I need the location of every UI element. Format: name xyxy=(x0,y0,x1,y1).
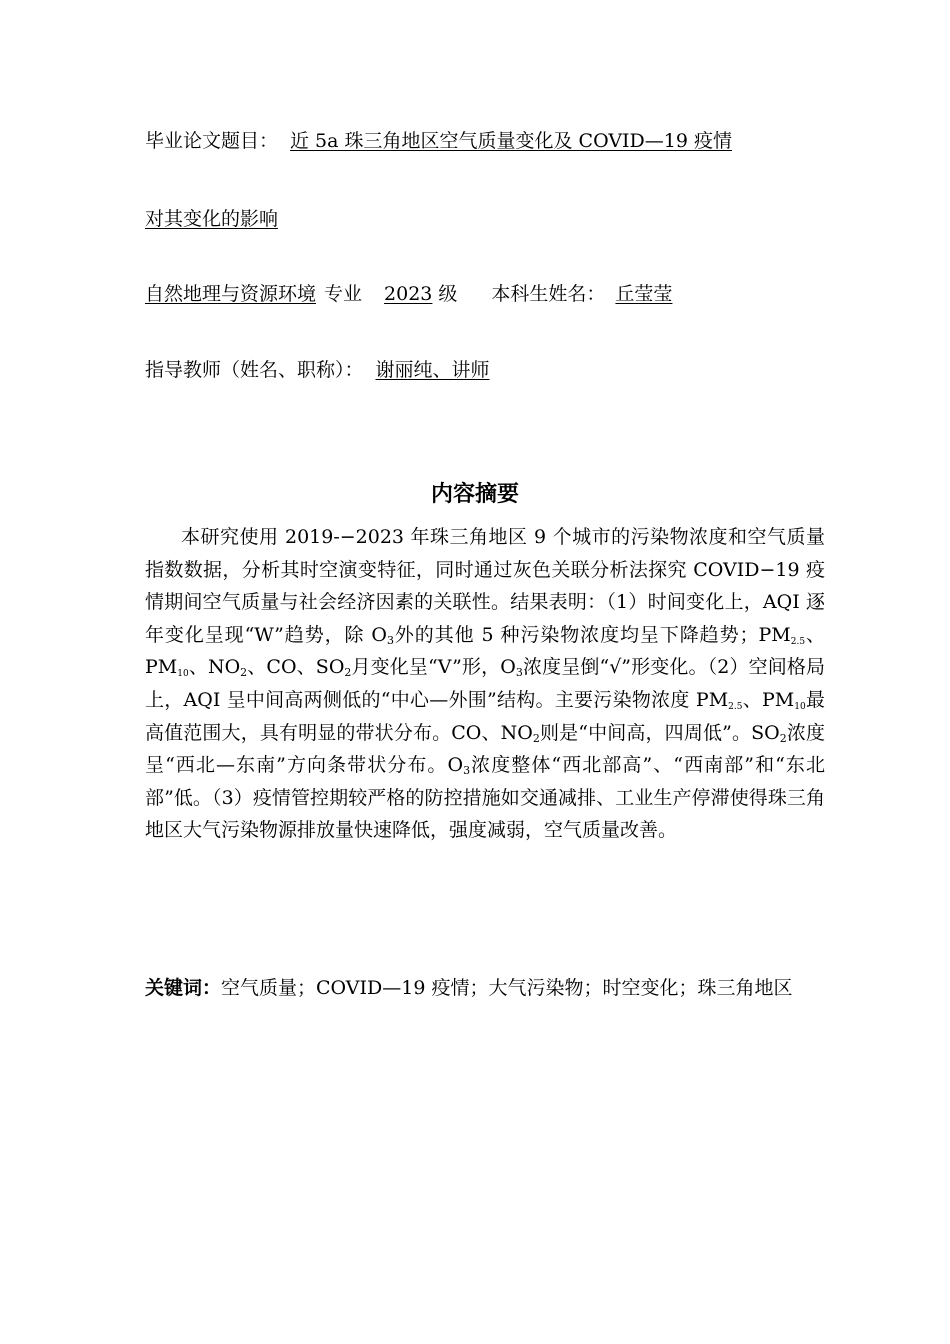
subscript: 2 xyxy=(344,666,352,680)
advisor-value: 谢丽纯、讲师 xyxy=(375,359,490,381)
keywords-section xyxy=(145,962,805,1014)
subscript: 3 xyxy=(515,666,523,680)
advisor-label: 指导教师（姓名、职称）： xyxy=(145,359,364,381)
subscript: 10 xyxy=(177,669,189,680)
student-name-label: 本科生姓名： xyxy=(491,283,606,305)
student-info-line xyxy=(145,282,682,306)
subscript: 2 xyxy=(779,731,787,745)
abstract-paragraph: 本研究使用 2019-−2023 年珠三角地区 9 个城市的污染物浓度和空气质量指数数据，分析其时空演变特征，同时通过灰色关联分析法探究 COVID−19 疫情期间空气质量与社会经济因素的关联性。结果表明：（1）时间变化上，AQI 逐年变化呈现“W”趋势，除 $O_3$外的其他 5 种污染物浓度均呈下降趋势；$PM_{2.5}$、$PM_{10}$、$NO_2$、CO、$SO_2$月变化呈“V”形，$O_3$浓度呈倒“√”形变化。（2）空间格局上，AQI 呈中间高两侧低的“中心—外围”结构。主要污染物浓度 $PM_{2.5}$、$PM_{10}$最高值范围大，具有明显的带状分布。CO、$NO_2$则是“中间高，四周低”。$SO_2$浓度呈“西北—东南”方向条带状分布。$O_3$浓度整体“西北部高”、“西南部”和“东北部”低。（3）疫情管控期较严格的防控措施如交通减排、工业生产停滞使得珠三角地区大气污染物源排放量快速降低，强度减弱，空气质量改善。 xyxy=(145,526,826,842)
thesis-title-line-2 xyxy=(145,207,278,231)
subscript: 2 xyxy=(532,731,540,745)
major-label: 专业 xyxy=(324,283,363,305)
subscript: 3 xyxy=(463,764,471,778)
thesis-title-continuation: 对其变化的影响 xyxy=(145,208,279,230)
subscript: 2.5 xyxy=(728,701,743,712)
grade-value: 2023 xyxy=(384,283,433,305)
grade-label: 级 xyxy=(438,283,458,305)
student-name-value: 丘莹莹 xyxy=(615,283,673,305)
keywords-label: 关键词： xyxy=(145,977,222,999)
thesis-title-line-1 xyxy=(145,129,738,153)
abstract-heading: 内容摘要 xyxy=(430,482,519,507)
subscript: 3 xyxy=(386,633,394,647)
thesis-title-value: 近 5a 珠三角地区空气质量变化及 COVID—19 疫情 xyxy=(290,130,733,152)
subscript: 10 xyxy=(794,701,806,712)
keywords-text: 空气质量；COVID—19 疫情；大气污染物；时空变化；珠三角地区 xyxy=(221,977,793,999)
thesis-title-label: 毕业论文题目： xyxy=(145,130,279,152)
major-value: 自然地理与资源环境 xyxy=(145,283,317,305)
advisor-line xyxy=(145,358,498,382)
subscript: 2.5 xyxy=(790,636,806,647)
subscript: 2 xyxy=(240,666,248,680)
